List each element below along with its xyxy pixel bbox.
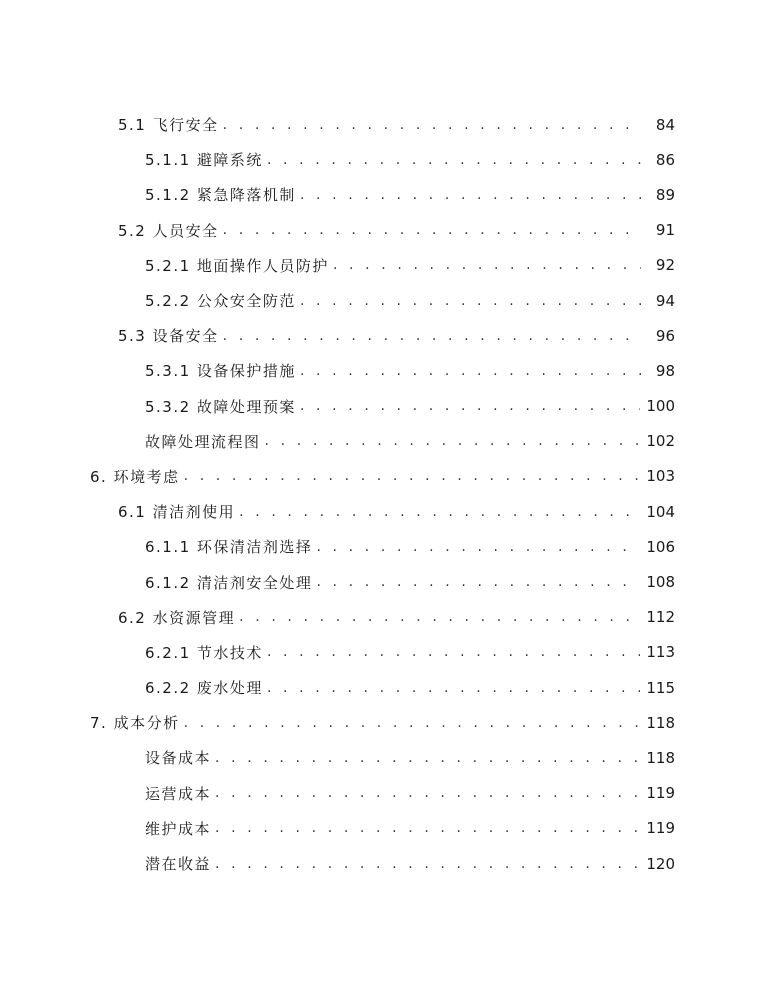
toc-entry-label: 6.2 水资源管理	[118, 608, 236, 627]
toc-entry-label: 5.3.1 设备保护措施	[145, 362, 296, 381]
toc-entry[interactable]	[0, 811, 765, 846]
toc-entry-label: 5.1.2 紧急降落机制	[145, 186, 296, 205]
toc-entry[interactable]	[0, 740, 765, 775]
toc-entry[interactable]	[0, 353, 765, 388]
toc-dot-leader	[215, 785, 640, 801]
toc-page-number: 86	[655, 150, 675, 169]
toc-page-number: 100	[646, 397, 675, 416]
toc-entry[interactable]	[0, 494, 765, 529]
toc-entry-label: 潜在收益	[145, 855, 212, 874]
toc-entry[interactable]	[0, 107, 765, 142]
toc-page-number: 96	[655, 326, 675, 345]
toc-entry[interactable]	[0, 424, 765, 459]
toc-page-number: 119	[646, 819, 675, 838]
toc-dot-leader	[267, 644, 640, 660]
toc-entry[interactable]	[0, 600, 765, 635]
toc-entry-label: 运营成本	[145, 784, 212, 803]
toc-page-number: 119	[646, 784, 675, 803]
toc-dot-leader	[267, 152, 641, 168]
toc-dot-leader	[239, 504, 640, 520]
toc-entry[interactable]	[0, 776, 765, 811]
toc-entry-label: 5.2 人员安全	[118, 221, 219, 240]
toc-dot-leader	[223, 222, 641, 238]
toc-dot-leader	[333, 257, 641, 273]
toc-entry-label: 7. 成本分析	[90, 714, 180, 733]
toc-entry-label: 维护成本	[145, 819, 212, 838]
toc-page-number: 115	[646, 678, 675, 697]
toc-dot-leader	[239, 609, 640, 625]
toc-dot-leader	[184, 715, 641, 731]
toc-entry-label: 6. 环境考虑	[90, 467, 180, 486]
toc-entry-label: 5.2.1 地面操作人员防护	[145, 256, 329, 275]
toc-page-number: 84	[655, 115, 675, 134]
toc-entry[interactable]	[0, 389, 765, 424]
toc-page-number: 120	[646, 854, 675, 873]
toc-entry-label: 6.1 清洁剂使用	[118, 503, 236, 522]
toc-dot-leader	[300, 293, 641, 309]
toc-page-number: 113	[646, 643, 675, 662]
toc-entry-label: 6.1.2 清洁剂安全处理	[145, 573, 313, 592]
toc-page-number: 89	[655, 185, 675, 204]
toc-dot-leader	[184, 468, 641, 484]
toc-dot-leader	[265, 433, 641, 449]
toc-page-number: 104	[646, 502, 675, 521]
toc-entry[interactable]	[0, 564, 765, 599]
toc-entry[interactable]	[0, 318, 765, 353]
toc-entry-label: 5.3.2 故障处理预案	[145, 397, 296, 416]
toc-page-number: 91	[655, 221, 675, 240]
toc-dot-leader	[300, 398, 640, 414]
toc-entry-label: 5.1.1 避障系统	[145, 151, 263, 170]
toc-page-number: 98	[655, 361, 675, 380]
toc-entry[interactable]	[0, 529, 765, 564]
toc-dot-leader	[223, 328, 641, 344]
toc-entry[interactable]	[0, 635, 765, 670]
toc-dot-leader	[300, 187, 641, 203]
toc-entry[interactable]	[0, 459, 765, 494]
toc-entry-label: 6.2.2 废水处理	[145, 679, 263, 698]
toc-dot-leader	[215, 750, 640, 766]
toc-entry-label: 6.2.1 节水技术	[145, 643, 263, 662]
toc-dot-leader	[267, 680, 640, 696]
toc-entry-label: 5.1 飞行安全	[118, 116, 219, 135]
toc-page-number: 103	[646, 467, 675, 486]
toc-entry[interactable]	[0, 283, 765, 318]
toc-dot-leader	[316, 574, 640, 590]
toc-page-number: 118	[646, 713, 675, 732]
toc-page-number: 102	[646, 432, 675, 451]
toc-entry[interactable]	[0, 177, 765, 212]
toc-entry-label: 设备成本	[145, 749, 212, 768]
toc-entry[interactable]	[0, 705, 765, 740]
toc-dot-leader	[300, 363, 641, 379]
toc-entry[interactable]	[0, 670, 765, 705]
toc-dot-leader	[223, 117, 641, 133]
toc-entry[interactable]	[0, 846, 765, 881]
toc-dot-leader	[215, 820, 640, 836]
toc-page-number: 108	[646, 573, 675, 592]
table-of-contents	[0, 107, 765, 881]
toc-dot-leader	[215, 856, 640, 872]
toc-entry-label: 6.1.1 环保清洁剂选择	[145, 538, 313, 557]
toc-entry-label: 5.2.2 公众安全防范	[145, 292, 296, 311]
toc-page-number: 118	[646, 748, 675, 767]
toc-page-number: 106	[646, 537, 675, 556]
toc-page-number: 92	[655, 256, 675, 275]
toc-page-number: 94	[655, 291, 675, 310]
toc-entry[interactable]	[0, 248, 765, 283]
toc-entry-label: 故障处理流程图	[145, 432, 261, 451]
toc-entry[interactable]	[0, 213, 765, 248]
toc-page-number: 112	[646, 608, 675, 627]
toc-entry-label: 5.3 设备安全	[118, 327, 219, 346]
toc-dot-leader	[316, 539, 640, 555]
toc-entry[interactable]	[0, 142, 765, 177]
